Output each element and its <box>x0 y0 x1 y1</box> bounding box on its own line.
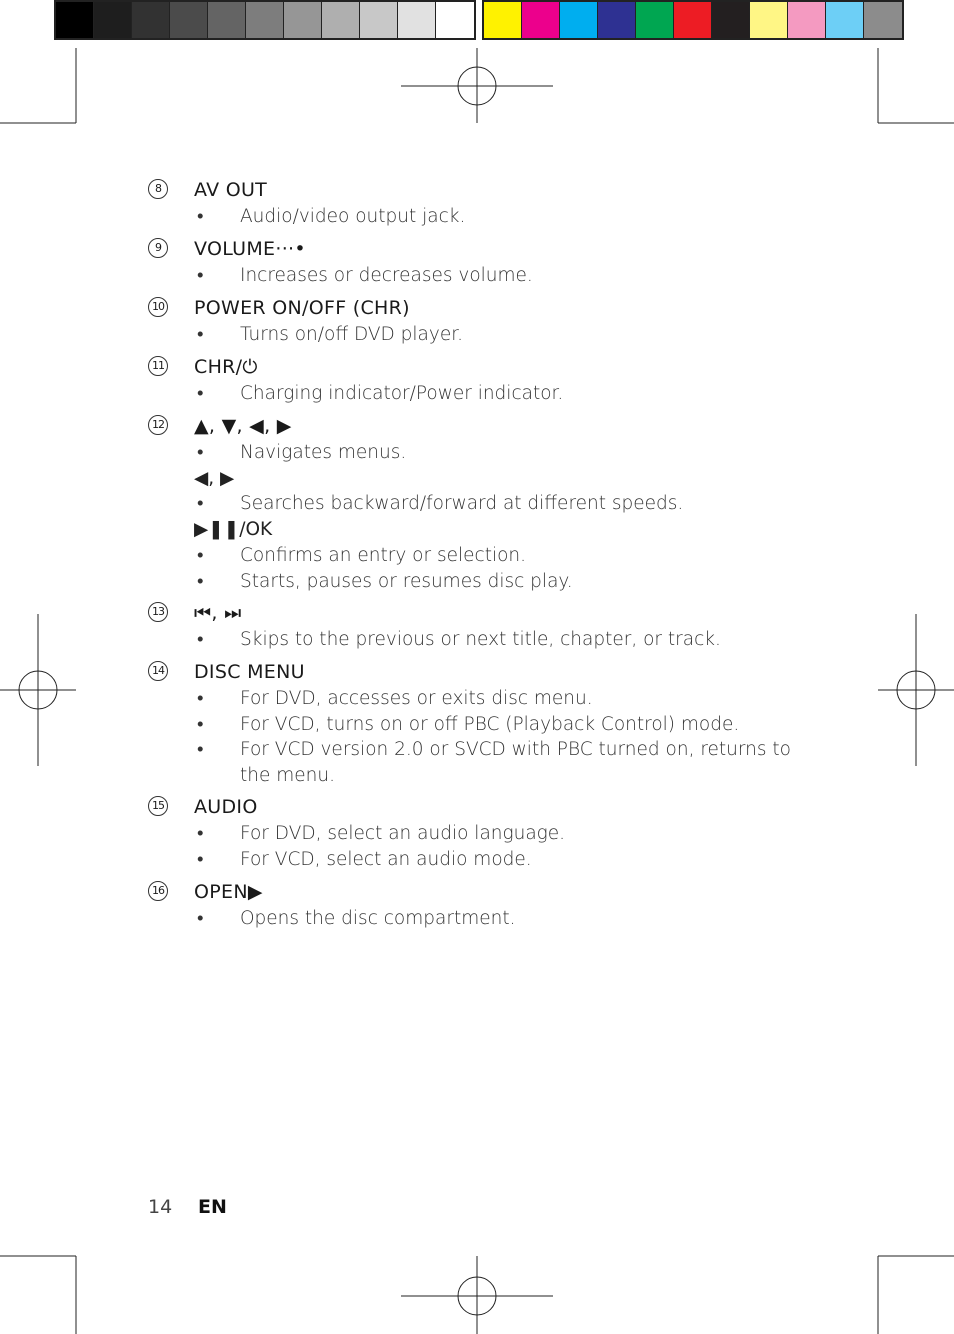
item-title: AUDIO <box>194 796 258 818</box>
item-title: DISC MENU <box>194 661 305 683</box>
bullet-text: • Starts, pauses or resumes disc play. <box>240 569 808 595</box>
item-number-badge: 15 <box>148 796 168 816</box>
bullet-text: • Opens the disc compartment. <box>240 906 808 932</box>
control-item <box>148 599 808 653</box>
bullet-text: • Charging indicator/Power indicator. <box>240 381 808 407</box>
bullet-text: • For DVD, select an audio language. <box>240 821 808 847</box>
item-number-badge: 10 <box>148 297 168 317</box>
control-item <box>148 294 808 348</box>
bullet-text: • For DVD, accesses or exits disc menu. <box>240 686 808 712</box>
bullet-text: • Skips to the previous or next title, chapter, or track. <box>240 627 808 653</box>
language-code: EN <box>198 1196 227 1218</box>
item-title: OPEN▶ <box>194 881 263 903</box>
control-item <box>148 658 808 789</box>
item-title: CHR/⏻ <box>194 356 258 378</box>
item-number-badge: 9 <box>148 238 168 258</box>
item-title: ▲, ▼, ◀, ▶ <box>194 415 292 437</box>
bullet-text: • For VCD, select an audio mode. <box>240 847 808 873</box>
item-title: VOLUME···• <box>194 238 306 260</box>
item-number-badge: 8 <box>148 179 168 199</box>
control-item <box>148 412 808 594</box>
bullet-text: • Searches backward/forward at different speeds. <box>240 491 808 517</box>
item-number-badge: 16 <box>148 881 168 901</box>
item-number-badge: 12 <box>148 415 168 435</box>
control-item <box>148 353 808 407</box>
item-number-badge: 14 <box>148 661 168 681</box>
bullet-text: • Navigates menus. <box>240 440 808 466</box>
page-number: 14 <box>148 1196 173 1218</box>
control-item <box>148 235 808 289</box>
item-title: AV OUT <box>194 179 268 201</box>
bullet-text: • For VCD version 2.0 or SVCD with PBC turned on, returns to the menu. <box>240 737 808 788</box>
control-item <box>148 793 808 872</box>
bullet-text: • Turns on/off DVD player. <box>240 322 808 348</box>
control-item <box>148 176 808 230</box>
item-title: POWER ON/OFF (CHR) <box>194 297 410 319</box>
item-number-badge: 11 <box>148 356 168 376</box>
item-number-badge: 13 <box>148 602 168 622</box>
item-title: ⏮, ⏭ <box>194 602 242 624</box>
bullet-text: • For VCD, turns on or off PBC (Playback Control) mode. <box>240 712 808 738</box>
bullet-text: • Increases or decreases volume. <box>240 263 808 289</box>
control-item <box>148 878 808 932</box>
bullet-text: • Audio/video output jack. <box>240 204 808 230</box>
bullet-text: • Confirms an entry or selection. <box>240 543 808 569</box>
sub-heading: ▶❚❚/OK <box>194 519 273 541</box>
sub-heading: ◀, ▶ <box>194 467 235 489</box>
